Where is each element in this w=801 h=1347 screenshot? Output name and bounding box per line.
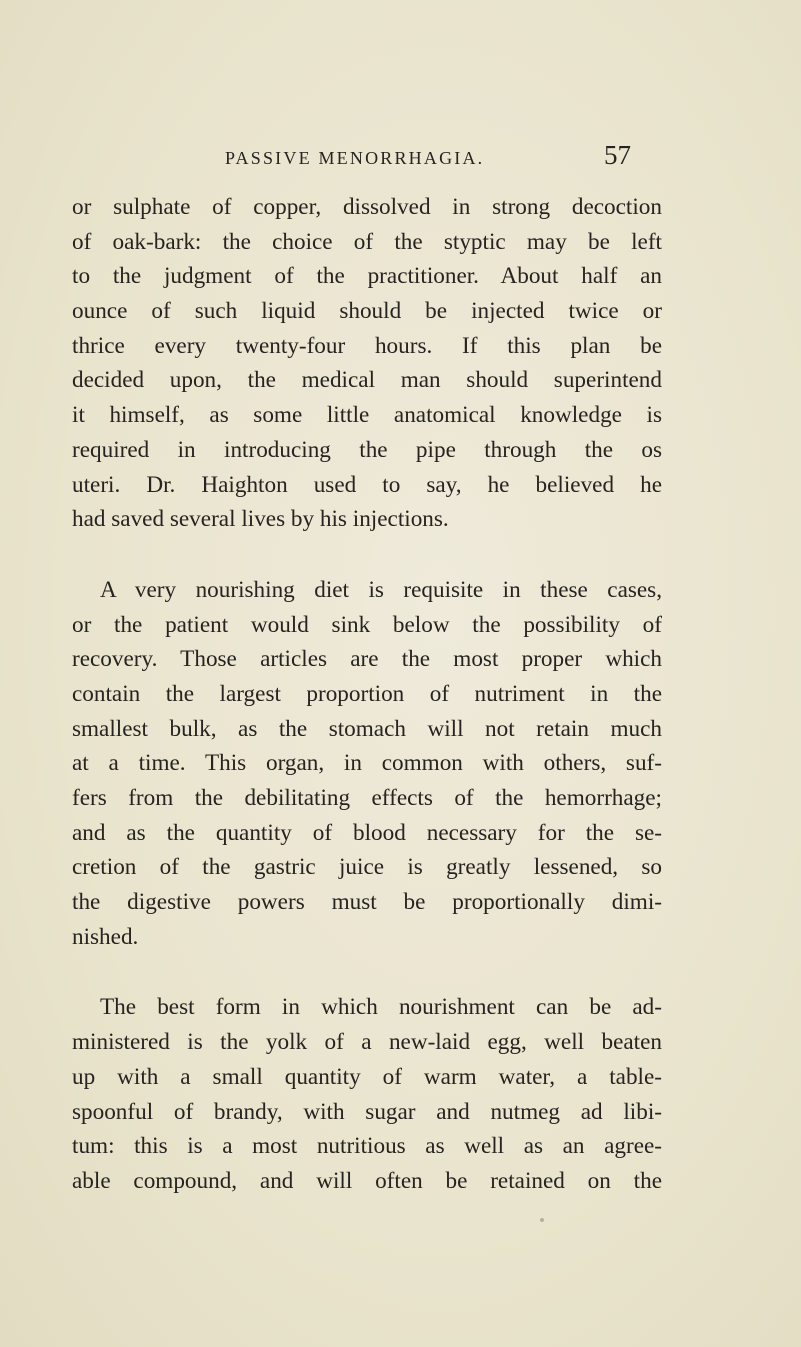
text-line: up with a small quantity of warm water, a table- — [72, 1063, 662, 1090]
text-line: ministered is the yolk of a new-laid egg, well beaten — [72, 1029, 662, 1056]
text-line: tum: this is a most nutritious as well as an agree- — [72, 1133, 662, 1160]
text-line: the digestive powers must be proportionally dimi- — [72, 889, 662, 916]
running-title: PASSIVE MENORRHAGIA. — [225, 148, 485, 168]
running-head — [0, 140, 801, 174]
paragraph-2 — [72, 573, 662, 955]
text-line: it himself, as some little anatomical knowledge is — [72, 402, 662, 429]
text-line: thrice every twenty-four hours. If this plan be — [72, 332, 662, 359]
text-line: spoonful of brandy, with sugar and nutmeg ad libi- — [72, 1098, 662, 1125]
paper-speck — [540, 1218, 544, 1222]
text-line: and as the quantity of blood necessary for the se- — [72, 819, 662, 846]
page-number: 57 — [604, 140, 631, 170]
text-line: at a time. This organ, in common with others, suf- — [72, 750, 662, 777]
text-line: A very nourishing diet is requisite in these cases, — [100, 576, 662, 603]
paragraph-1 — [72, 190, 662, 537]
text-line: or sulphate of copper, dissolved in strong decoction — [72, 194, 662, 220]
text-line: fers from the debilitating effects of the hemorrhage; — [72, 785, 662, 811]
text-line: or the patient would sink below the possibility of — [72, 611, 662, 638]
text-line: contain the largest proportion of nutriment in the — [72, 680, 662, 707]
text-line: ounce of such liquid should be injected twice or — [72, 298, 662, 325]
text-line: recovery. Those articles are the most proper which — [72, 646, 662, 673]
body-text — [72, 190, 662, 1199]
text-line: required in introducing the pipe through the os — [72, 436, 662, 463]
text-line: uteri. Dr. Haighton used to say, he believed he — [72, 471, 662, 498]
text-line: smallest bulk, as the stomach will not retain much — [72, 715, 662, 742]
text-line: cretion of the gastric juice is greatly lessened, so — [72, 854, 662, 881]
text-line: decided upon, the medical man should superintend — [72, 367, 662, 394]
text-line: had saved several lives by his injections. — [72, 506, 449, 533]
text-line: of oak-bark: the choice of the styptic may be left — [72, 228, 662, 255]
text-line: to the judgment of the practitioner. About half an — [72, 263, 662, 290]
paragraph-3 — [72, 990, 662, 1198]
text-line: able compound, and will often be retained on the — [72, 1167, 662, 1194]
text-line: The best form in which nourishment can be ad- — [100, 994, 662, 1021]
text-line: nished. — [72, 923, 139, 950]
